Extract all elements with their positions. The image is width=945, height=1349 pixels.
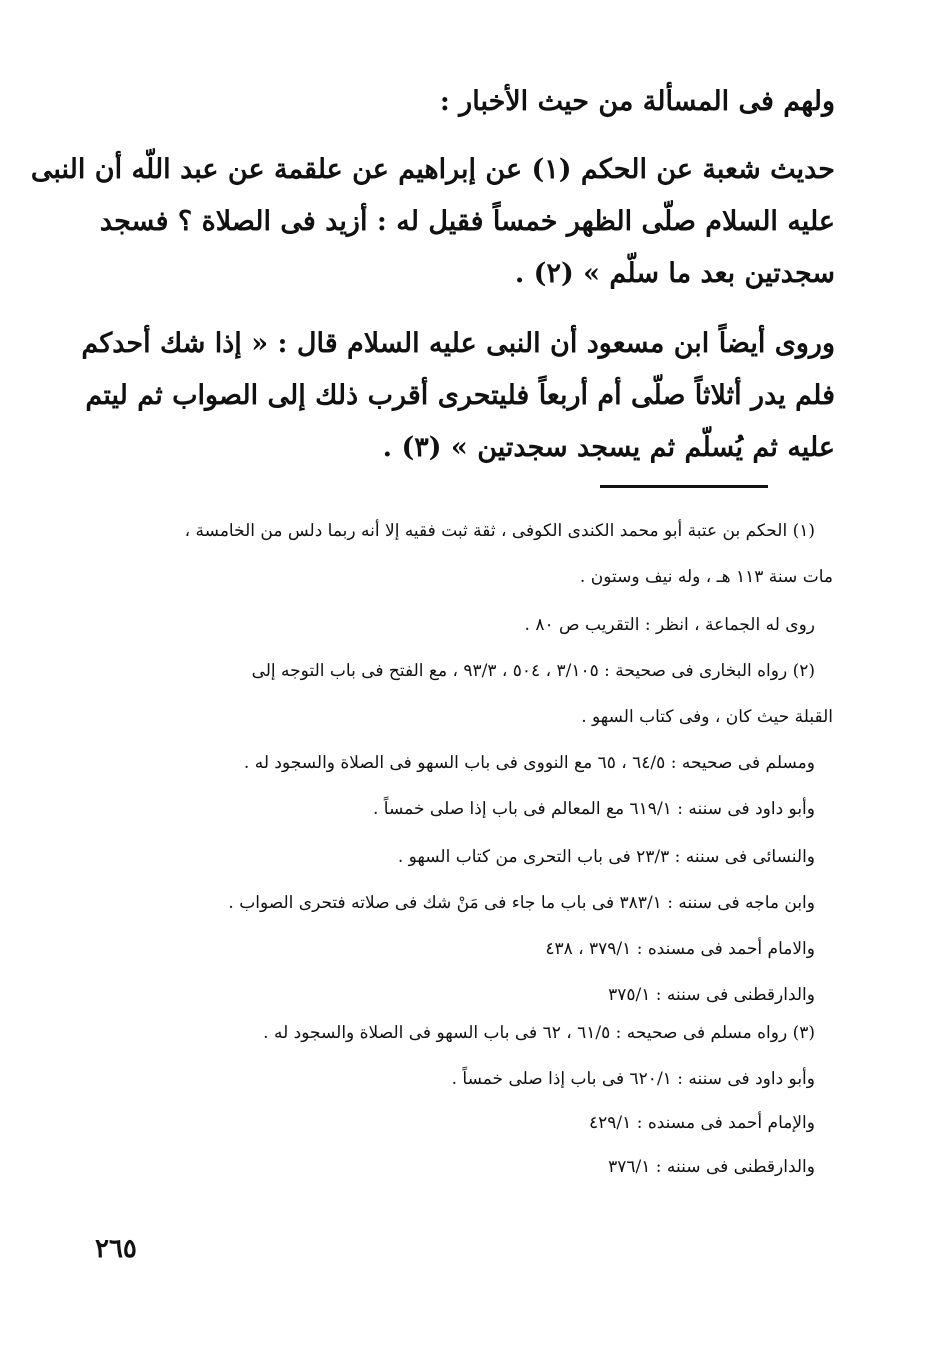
footnote-3-line-2: وأبو داود فى سننه : ٦٢٠/١ فى باب إذا صلى خمساً . (451, 1069, 815, 1089)
footnote-1-line-2: مات سنة ١١٣ هـ ، وله نيف وستون . (579, 567, 833, 587)
text-line: وروى أيضاً ابن مسعود أن النبى عليه السلام قال : « إذا شك أحدكم (81, 328, 835, 359)
footnote-2-line-3: ومسلم فى صحيحه : ٦٤/٥ ، ٦٥ مع النووى فى باب السهو فى الصلاة والسجود له . (243, 753, 815, 773)
text-line: عليه السلام صلّى الظهر خمساً فقيل له : أزيد فى الصلاة ؟ فسجد (99, 206, 835, 237)
text-line: سجدتين بعد ما سلّم » (٢) . (514, 258, 835, 289)
footnote-2-line-7: والامام أحمد فى مسنده : ٣٧٩/١ ، ٤٣٨ (545, 939, 815, 959)
footnote-2-line-4: وأبو داود فى سننه : ٦١٩/١ مع المعالم فى باب إذا صلى خمساً . (373, 799, 815, 819)
page-number: ٢٦٥ (95, 1234, 137, 1264)
footnote-3-line-4: والدارقطنى فى سننه : ٣٧٦/١ (608, 1157, 815, 1177)
section-heading: ولهم فى المسألة من حيث الأخبار : (439, 86, 835, 117)
paragraph-hadith-shuba (30, 144, 835, 300)
text-line: فلم يدر أثلاثاً صلّى أم أربعاً فليتحرى أقرب ذلك إلى الصواب ثم ليتم (85, 380, 835, 411)
footnote-2-line-5: والنسائى فى سننه : ٢٣/٣ فى باب التحرى من كتاب السهو . (397, 847, 815, 867)
footnote-2-line-8: والدارقطنى فى سننه : ٣٧٥/١ (608, 985, 815, 1005)
footnote-1-line-1: (١) الحكم بن عتبة أبو محمد الكندى الكوفى ، ثقة ثبت فقيه إلا أنه ربما دلس من الخامسة ، (184, 521, 815, 541)
footnote-1-line-3: روى له الجماعة ، انظر : التقريب ص ٨٠ . (524, 615, 815, 635)
paragraph-hadith-ibn-masud (81, 318, 835, 474)
footnote-2-line-6: وابن ماجه فى سننه : ٣٨٣/١ فى باب ما جاء فى مَنْ شك فى صلاته فتحرى الصواب . (228, 893, 815, 913)
footnote-3-line-3: والإمام أحمد فى مسنده : ٤٢٩/١ (589, 1113, 815, 1133)
text-line: حديث شعبة عن الحكم (١) عن إبراهيم عن علقمة عن عبد اللّه أن النبى (30, 154, 835, 185)
footnote-2-line-2: القبلة حيث كان ، وفى كتاب السهو . (581, 707, 833, 727)
footnote-3-line-1: (٣) رواه مسلم فى صحيحه : ٦١/٥ ، ٦٢ فى باب السهو فى الصلاة والسجود له . (263, 1023, 815, 1043)
text-line: عليه ثم يُسلّم ثم يسجد سجدتين » (٣) . (382, 432, 835, 463)
footnote-2-line-1: (٢) رواه البخارى فى صحيحة : ٣/١٠٥ ، ٥٠٤ ، ٩٣/٣ ، مع الفتح فى باب التوجه إلى (251, 661, 815, 681)
footnote-separator (600, 485, 768, 488)
